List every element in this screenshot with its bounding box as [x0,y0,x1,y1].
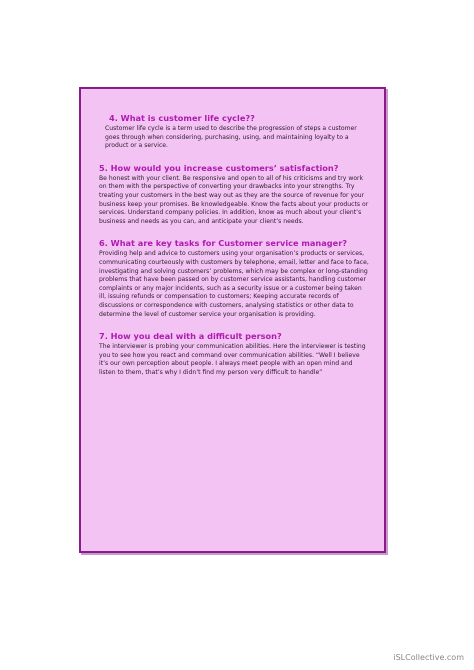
question-section-4 [99,113,370,151]
worksheet-card [79,87,386,553]
question-answer: Customer life cycle is a term used to describe the progression of steps a customer goes through when considering, purchasing, using, and maintaining loyalty to a product or a service. [105,125,357,150]
question-section-6 [99,238,370,319]
question-heading: 7. How you deal with a difficult person? [99,331,282,342]
question-section-7 [99,331,370,377]
question-answer: Be honest with your client. Be responsive and open to all of his criticisms and try work on them with the perspective of converting your drawbacks into your strengths. Try treating your customers in the best way out as they are the source of revenue for your business keep your promises. Be knowledgeable. Know the facts about your products or services. Understand company policies. In addition, know as much about your client’s business and needs as you can, and anticipate your client’s needs. [99,174,369,225]
question-heading: 5. How would you increase customers’ satisfaction? [99,162,339,173]
question-heading: 6. What are key tasks for Customer service manager? [99,238,347,249]
question-answer: The interviewer is probing your communication abilities. Here the interviewer is testing you to see how you react and command over communication abilities. “Well I believe it’s our own perception about people. I always meet people with an open mind and listen to them, that’s why I didn’t find my person very difficult to handle” [99,343,366,376]
question-heading: 4. What is customer life cycle?? [109,113,255,123]
question-section-5 [99,163,370,227]
site-watermark: iSLCollective.com [393,653,464,662]
question-answer: Providing help and advice to customers using your organisation’s products or services, communicating courteously with customers by telephone, email, letter and face to face, investigating and solving customers’ problems, which may be complex or long-standing problems that have been passed on by customer service assistants, handling customer complaints or any major incidents, such as a security issue or a customer being taken ill, issuing refunds or compensation to customers; Keeping accurate records of discussions or correspondence with customers, analysing statistics or other data to determine the level of customer service your organisation is providing. [99,250,369,318]
